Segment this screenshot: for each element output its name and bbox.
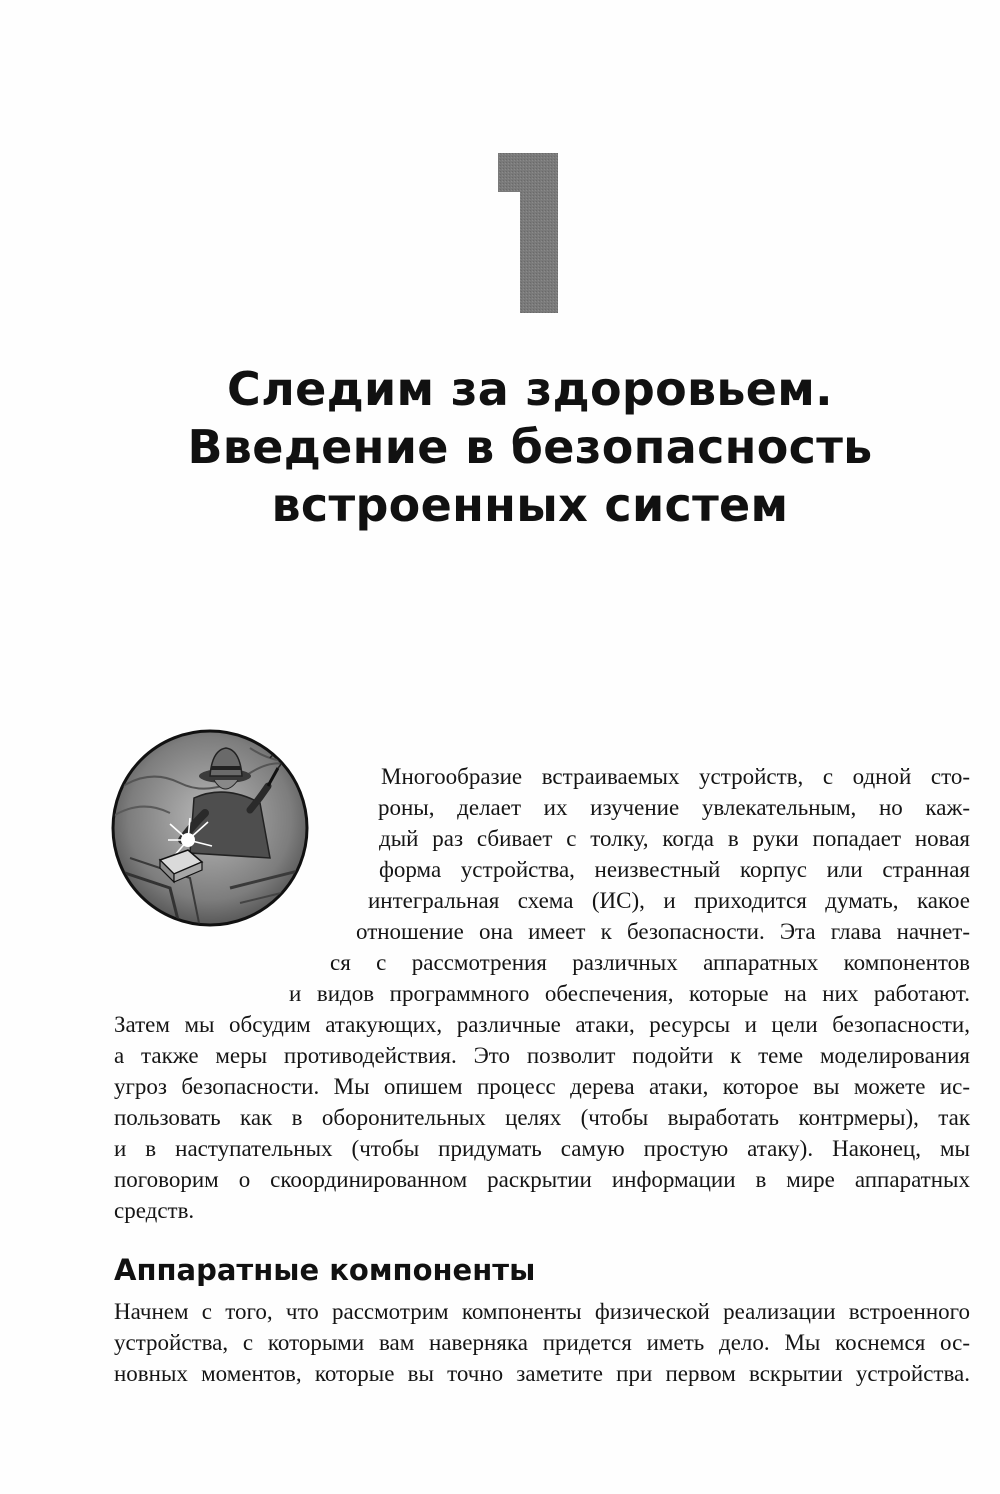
chapter-title-line-1: Следим за здоровьем. <box>227 362 833 416</box>
intro-line-13: и в наступательных (чтобы придумать самую простую атаку). Наконец, мы <box>114 1136 970 1161</box>
intro-line-1: Многообразие встраиваемых устройств, с одной сто- <box>381 764 970 789</box>
section-line-2: устройства, с которыми вам наверняка придется иметь дело. Мы коснемся ос- <box>114 1330 970 1355</box>
chapter-number-text <box>476 150 477 151</box>
chapter-number-glyph <box>476 150 576 330</box>
intro-line-11: угроз безопасности. Мы опишем процесс дерева атаки, которое вы можете ис- <box>114 1074 970 1099</box>
intro-line-8: и видов программного обеспечения, которые на них работают. <box>289 981 970 1006</box>
chapter-title <box>100 360 960 534</box>
intro-line-10: а также меры противодействия. Это позволит подойти к теме моделирования <box>114 1043 970 1068</box>
intro-paragraph <box>0 762 1000 1223</box>
chapter-title-line-3: встроенных систем <box>271 478 789 532</box>
intro-line-6: отношение она имеет к безопасности. Эта глава начнет- <box>356 919 970 944</box>
chapter-number <box>476 150 576 330</box>
intro-line-14: поговорим о скоординированном раскрытии информации в мире аппаратных <box>114 1167 970 1192</box>
intro-line-12: пользовать как в оборонительных целях (чтобы выработать контрмеры), так <box>114 1105 970 1130</box>
chapter-title-line-2: Введение в безопасность <box>187 420 873 474</box>
section-line-3: новных моментов, которые вы точно заметите при первом вскрытии устройства. <box>114 1361 970 1386</box>
intro-line-4: форма устройства, неизвестный корпус или странная <box>379 857 970 882</box>
section-line-1: Начнем с того, что рассмотрим компоненты физической реализации встроенного <box>114 1299 970 1324</box>
intro-line-7: ся с рассмотрения различных аппаратных компонентов <box>330 950 970 975</box>
intro-line-9: Затем мы обсудим атакующих, различные атаки, ресурсы и цели безопасности, <box>114 1012 970 1037</box>
section-heading: Аппаратные компоненты <box>114 1253 536 1287</box>
intro-line-2: роны, делает их изучение увлекательным, но каж- <box>378 795 970 820</box>
intro-line-3: дый раз сбивает с толку, когда в руки попадает новая <box>379 826 970 851</box>
intro-line-15: средств. <box>114 1198 195 1223</box>
intro-line-5: интегральная схема (ИС), и приходится думать, какое <box>368 888 970 913</box>
